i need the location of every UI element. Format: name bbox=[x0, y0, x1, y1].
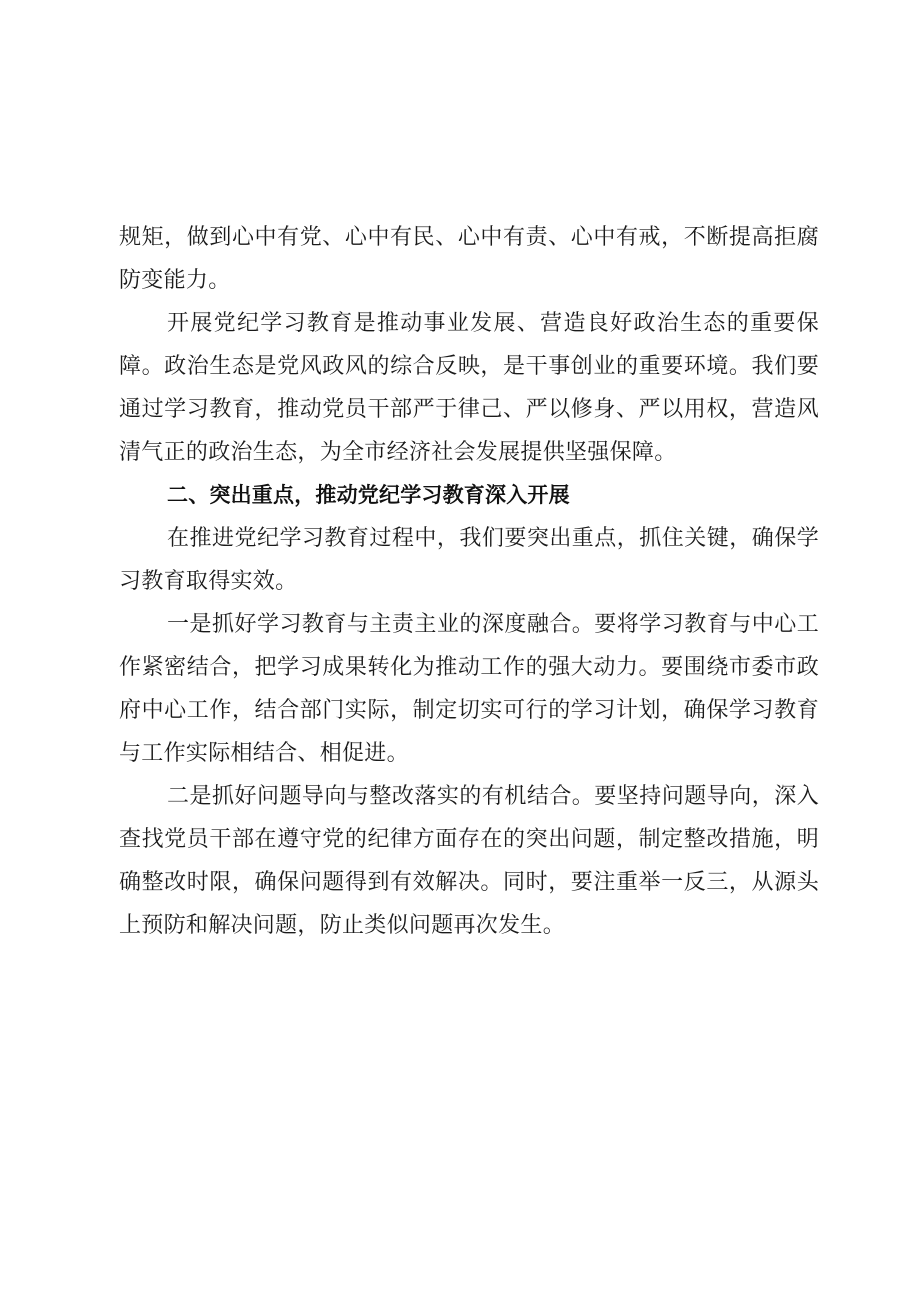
section-heading-2: 二、突出重点，推动党纪学习教育深入开展 bbox=[167, 483, 570, 507]
paragraph-section-intro: 在推进党纪学习教育过程中，我们要突出重点，抓住关键，确保学习教育取得实效。 bbox=[119, 526, 819, 594]
paragraph-point-one: 一是抓好学习教育与主责主业的深度融合。要将学习教育与中心工作紧密结合，把学习成果转化为推动工作的强大动力。要围绕市委市政府中心工作，结合部门实际，制定切实可行的学习计划，确保学习教育与工作实际相结合、相促进。 bbox=[119, 612, 819, 766]
paragraph-point-two: 二是抓好问题导向与整改落实的有机结合。要坚持问题导向，深入查找党员干部在遵守党的纪律方面存在的突出问题，制定整改措施，明确整改时限，确保问题得到有效解决。同时，要注重举一反三，从源头上预防和解决问题，防止类似问题再次发生。 bbox=[119, 784, 819, 938]
paragraph-continuation: 规矩，做到心中有党、心中有民、心中有责、心中有戒，不断提高拒腐防变能力。 bbox=[119, 225, 819, 293]
paragraph-political-ecology: 开展党纪学习教育是推动事业发展、营造良好政治生态的重要保障。政治生态是党风政风的综合反映，是干事创业的重要环境。我们要通过学习教育，推动党员干部严于律己、严以修身、严以用权，营造风清气正的政治生态，为全市经济社会发展提供坚强保障。 bbox=[119, 311, 819, 465]
document-body bbox=[119, 216, 819, 947]
